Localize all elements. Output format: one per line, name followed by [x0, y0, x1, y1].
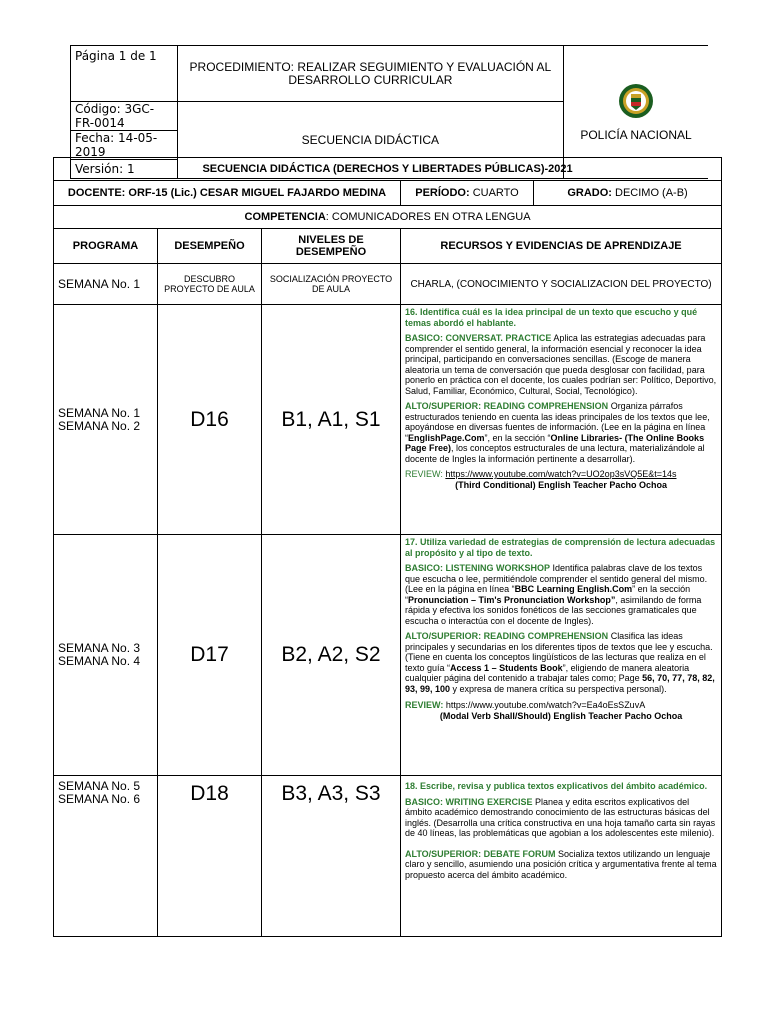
- advanced-label: ALTO/SUPERIOR: READING COMPREHENSION: [405, 401, 609, 411]
- page-number: Página 1 de 1: [71, 46, 178, 102]
- basic-text: Aplica las estrategias adecuadas para comprender el sentido general, la información esencial y reconocer la idea principal, participando en conversaciones sencillas. (Escoge de manera aleatoria un tema de conversación que pueda desglosar con facilidad, para ponerlo en práctica con el docente, los cuales podrían ser: Político, Deportivo, Salud, Familiar, Económico, Cultural, Social, Tecnológico).: [405, 333, 717, 396]
- police-emblem-icon: [618, 82, 654, 120]
- sequence-title: SECUENCIA DIDÁCTICA (DERECHOS Y LIBERTADES PÚBLICAS)-2021: [54, 158, 722, 181]
- review-line: [405, 469, 717, 480]
- review-label: REVIEW:: [405, 700, 444, 710]
- advanced-label: ALTO/SUPERIOR: READING COMPREHENSION: [405, 631, 609, 641]
- competence-value: : COMUNICADORES EN OTRA LENGUA: [325, 211, 531, 223]
- performance-levels: B2, A2, S2: [262, 535, 401, 776]
- week-label: SEMANA No. 2: [58, 418, 141, 433]
- week-cell: [54, 305, 158, 535]
- advanced-text: Organiza párrafos estructurados teniendo en cuenta las ideas principales de los textos que lee, apoyándose en diversas fuentes de información. (Lee en la página en línea “: [405, 401, 710, 443]
- resources-cell: [401, 776, 722, 937]
- advanced-highlight: Online Libraries- (The Online Books Page Free): [405, 432, 705, 453]
- review-link[interactable]: https://www.youtube.com/watch?v=Ea4oEsSZuvA: [443, 700, 646, 710]
- advanced-activity: [405, 849, 717, 881]
- period-value: CUARTO: [469, 187, 519, 199]
- review-title: (Modal Verb Shall/Should) English Teacher Pacho Ochoa: [439, 710, 683, 721]
- period-label: PERÍODO:: [415, 187, 470, 199]
- competence-cell: [54, 206, 722, 229]
- column-header-resources: RECURSOS Y EVIDENCIAS DE APRENDIZAJE: [401, 229, 722, 264]
- review-line: [405, 700, 717, 711]
- basic-text: Planea y edita escritos explicativos del ámbito académico demostrando conocimiento de las estructuras básicas del inglés. (Desarrolla una crítica constructiva en una hoja tamaño carta sin rayas de 40 líneas, las problemáticas que agobian a los adolescentes este milenio).: [405, 796, 716, 838]
- didactic-sequence-table: [53, 157, 722, 937]
- week-label: SEMANA No. 4: [58, 654, 141, 668]
- document-version: Versión: 1: [71, 160, 178, 179]
- table-row: [54, 776, 722, 937]
- period-cell: [401, 181, 534, 206]
- performance-code: D16: [158, 305, 262, 535]
- week-cell: [54, 535, 158, 776]
- advanced-text: ”, eligiendo de manera aleatoria cualquier página del contenido a trabajar tales como; Page: [405, 662, 690, 683]
- intro-levels: SOCIALIZACIÓN PROYECTO DE AULA: [262, 264, 401, 305]
- document-date: Fecha: 14-05-2019: [71, 131, 178, 160]
- performance-code: D18: [158, 776, 262, 937]
- basic-label: BASICO: WRITING EXERCISE: [405, 796, 533, 807]
- review-title: (Third Conditional) English Teacher Pacho Ochoa: [455, 479, 667, 490]
- advanced-activity: [405, 401, 717, 464]
- grade-cell: [534, 181, 722, 206]
- advanced-label: ALTO/SUPERIOR: DEBATE FORUM: [405, 848, 556, 859]
- resources-cell: [401, 535, 722, 776]
- basic-highlight: BBC Learning English.Com: [514, 584, 633, 594]
- intro-performance: DESCUBRO PROYECTO DE AULA: [158, 264, 262, 305]
- basic-activity: [405, 797, 717, 839]
- performance-title: 17. Utiliza variedad de estrategias de comprensión de lectura adecuadas al propósito y al tipo de texto.: [405, 537, 716, 558]
- document-subtitle: SECUENCIA DIDÁCTICA: [177, 102, 563, 179]
- week-label: SEMANA No. 3: [58, 641, 141, 655]
- column-header-performance: DESEMPEÑO: [158, 229, 262, 264]
- basic-activity: [405, 563, 717, 626]
- advanced-text: ”, en la sección “: [484, 432, 551, 443]
- procedure-title: PROCEDIMIENTO: REALIZAR SEGUIMIENTO Y EVALUACIÓN AL DESARROLLO CURRICULAR: [177, 46, 563, 102]
- advanced-highlight: Access 1 – Students Book: [450, 662, 563, 673]
- column-header-levels: NIVELES DE DESEMPEÑO: [262, 229, 401, 264]
- advanced-highlight: 56, 70, 77, 78, 82, 93, 99, 100: [405, 673, 715, 694]
- basic-activity: [405, 333, 717, 396]
- basic-label: BASICO: CONVERSAT. PRACTICE: [405, 333, 552, 343]
- resources-cell: [401, 305, 722, 535]
- basic-text: Identifica palabras clave de los textos que escucha o lee, permitiéndole comprender el sentido general del mismo. (Lee en la página en línea “: [405, 563, 708, 594]
- basic-text: , asimilando de forma rápida y efectiva los sonidos fonéticos de las secciones gramaticales que escucha o interactúa con el docente de Ingles).: [405, 594, 702, 626]
- performance-title: 16. Identifica cuál es la idea principal de un texto que escucho y qué temas abordó el hablante.: [405, 307, 698, 328]
- basic-highlight: Pronunciation – Tim's Pronunciation Workshop”: [408, 594, 616, 605]
- advanced-text: y expresa de manera crítica su perspectiva personal).: [450, 683, 667, 694]
- week-cell: [54, 776, 158, 937]
- week-label: SEMANA No. 6: [58, 792, 141, 806]
- teacher-name: DOCENTE: ORF-15 (Lic.) CESAR MIGUEL FAJARDO MEDINA: [54, 181, 401, 206]
- advanced-activity: [405, 631, 717, 694]
- review-label: REVIEW:: [405, 469, 443, 479]
- organization-name: POLICÍA NACIONAL: [580, 128, 692, 142]
- competence-label: COMPETENCIA: [244, 211, 326, 223]
- basic-text: ” en la sección “: [405, 584, 691, 605]
- grade-label: GRADO:: [567, 187, 612, 199]
- performance-levels: B3, A3, S3: [262, 776, 401, 937]
- basic-label: BASICO: LISTENING WORKSHOP: [405, 563, 551, 573]
- table-row: [54, 535, 722, 776]
- performance-levels: B1, A1, S1: [262, 305, 401, 535]
- column-header-program: PROGRAMA: [54, 229, 158, 264]
- performance-code: D17: [158, 535, 262, 776]
- intro-week: SEMANA No. 1: [54, 264, 158, 305]
- advanced-text: , los conceptos estructurales de una lectura, materializándole al docente de Ingles la información pertinente a desarrollar).: [405, 443, 705, 464]
- intro-resources: CHARLA, (CONOCIMIENTO Y SOCIALIZACION DEL PROYECTO): [401, 264, 722, 305]
- review-link[interactable]: https://www.youtube.com/watch?v=UO2op3sVQ5E&t=14s: [445, 469, 677, 479]
- document-code: Código: 3GC-FR-0014: [71, 102, 178, 131]
- advanced-highlight: EnglishPage.Com: [408, 432, 485, 443]
- performance-title: 18. Escribe, revisa y publica textos explicativos del ámbito académico.: [405, 781, 708, 791]
- table-row: [54, 305, 722, 535]
- week-label: SEMANA No. 1: [58, 405, 141, 420]
- advanced-text: Clasifica las ideas principales y secundarias en los diferentes tipos de textos que lee y escucha. (Tiene en cuenta los conceptos lingüísticos de las lecturas que realiza en el texto guía “: [405, 631, 713, 673]
- grade-value: DECIMO (A-B): [611, 187, 688, 199]
- advanced-text: Socializa textos utilizando un lenguaje claro y sencillo, asumiendo una posición crítica y argumentativa frente al tema propuesto acerca del ámbito académico.: [405, 848, 717, 880]
- week-label: SEMANA No. 5: [58, 779, 141, 793]
